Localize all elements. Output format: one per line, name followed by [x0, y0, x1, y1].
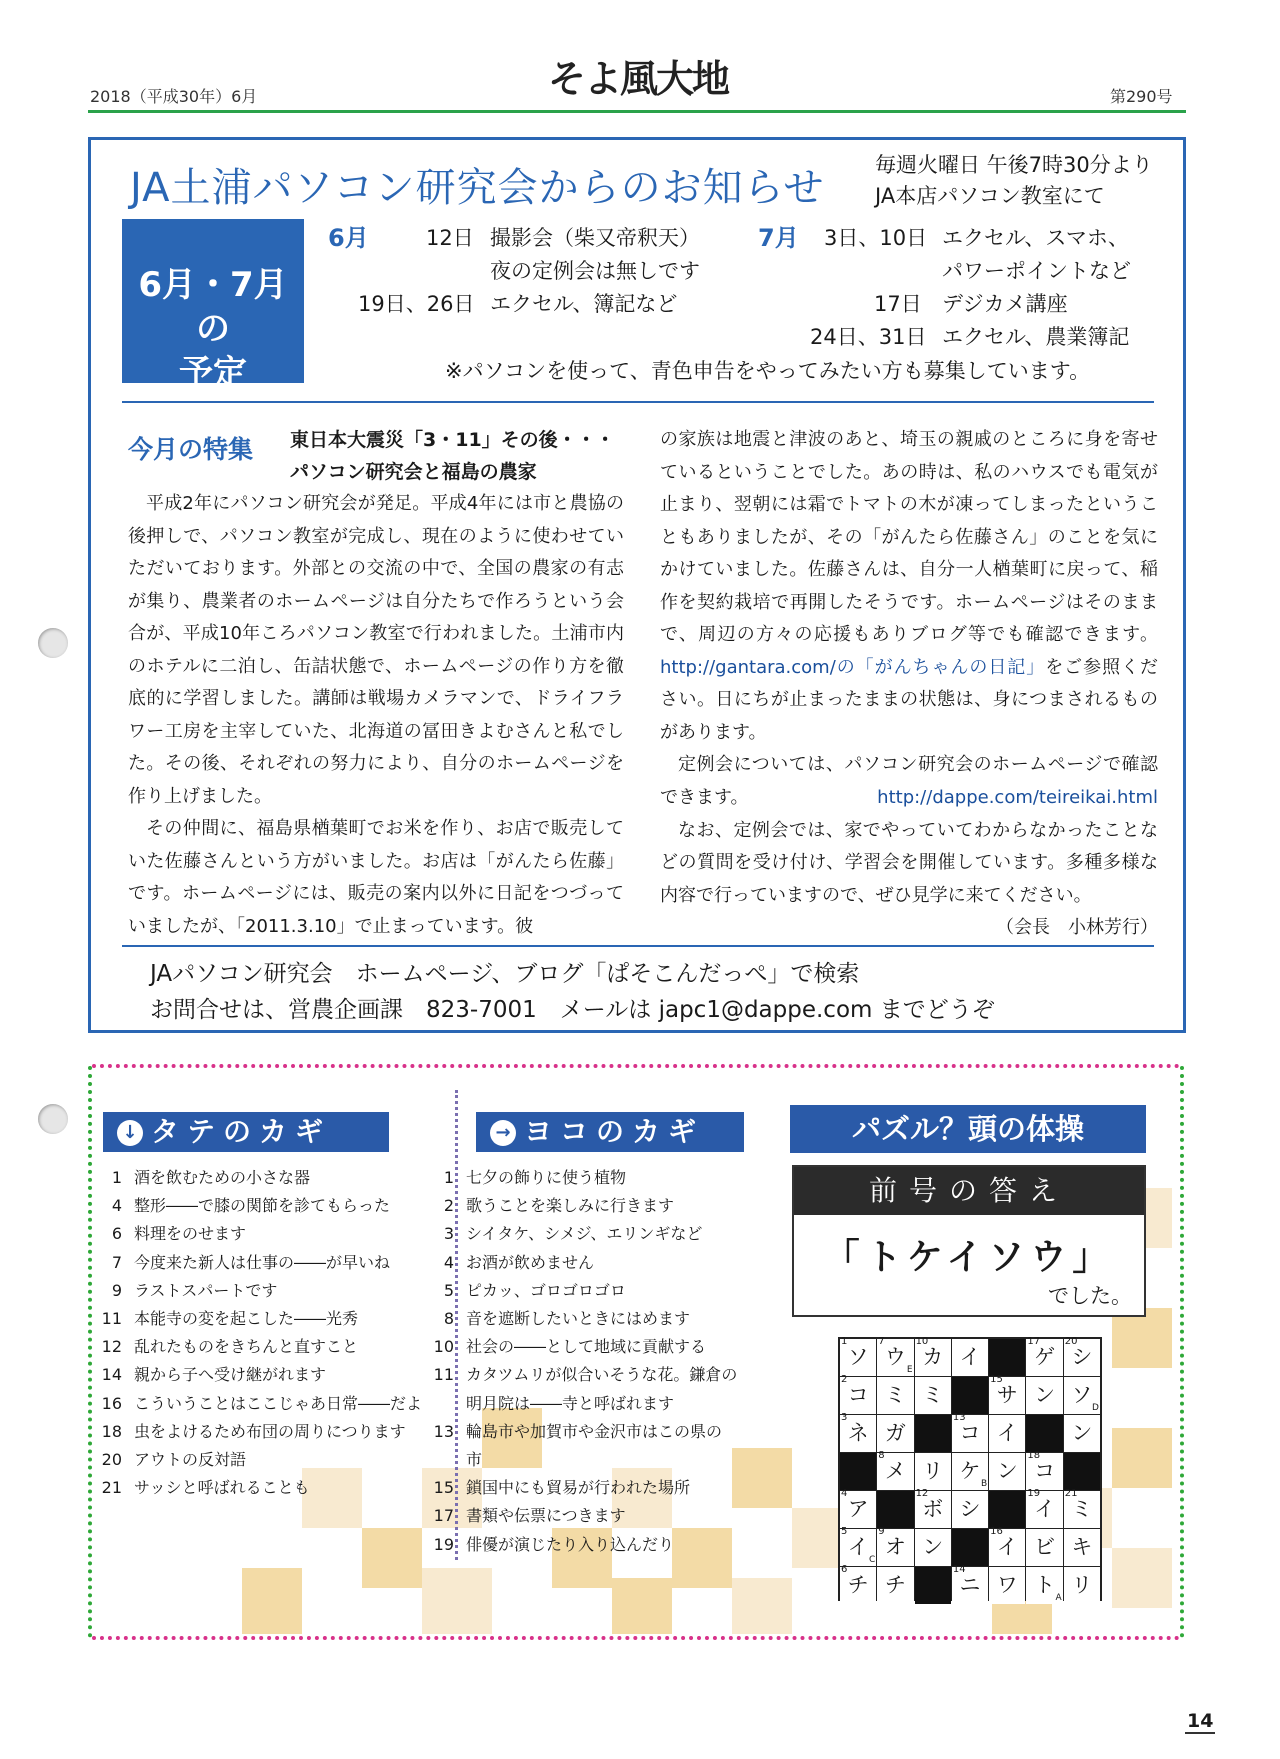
contact-line: お問合せは、営農企画課 823-7001 メールは japc1@dappe.com までどうぞ [150, 997, 995, 1023]
cell-char: コ [847, 1383, 869, 1407]
clue-item [92, 1474, 422, 1502]
article-text: をご参照ください。日にちが止まったままの状態は、身につまされるものがあります。 [660, 656, 1158, 743]
cell-char: イ [996, 1535, 1018, 1559]
grid-cell-black [915, 1567, 951, 1604]
grid-cell [989, 1415, 1025, 1452]
cell-char: ガ [884, 1421, 906, 1445]
cell-char: ン [922, 1535, 944, 1559]
clue-number: 10 [433, 1337, 454, 1357]
cell-char: シ [1071, 1345, 1093, 1369]
clue-item [424, 1418, 737, 1446]
clue-number: 20 [101, 1450, 122, 1470]
schedule-date: 17日 [874, 292, 922, 316]
cell-char: オ [884, 1535, 906, 1559]
grid-cell-black [915, 1415, 951, 1452]
yoko-heading [476, 1112, 744, 1152]
cell-char: ソ [847, 1345, 869, 1369]
feature-subtitle-line: パソコン研究会と福島の農家 [290, 461, 537, 483]
clue-text: お酒が飲めません [466, 1252, 595, 1272]
clue-item [424, 1164, 737, 1192]
cell-char: ソ [1071, 1383, 1093, 1407]
grid-cell [1026, 1450, 1062, 1490]
section-divider [122, 401, 1154, 403]
clue-text: 乱れたものをきちんと直すこと [134, 1337, 359, 1357]
grid-cell [840, 1488, 876, 1528]
clue-text: 虫をよけるため布団の周りにつります [134, 1421, 406, 1441]
cell-char: メ [884, 1459, 906, 1483]
clue-text: アウトの反対語 [134, 1450, 247, 1470]
cell-number: 8 [878, 1450, 885, 1461]
punch-hole [38, 628, 68, 658]
tate-clue-list [92, 1164, 422, 1502]
clue-text: ピカッ、ゴロゴロゴロ [466, 1280, 626, 1300]
grid-cell [1064, 1488, 1100, 1528]
cell-letter-marker: D [1092, 1403, 1099, 1413]
cell-char: ワ [996, 1573, 1018, 1597]
feature-subtitle [290, 424, 615, 488]
grid-cell [840, 1374, 876, 1414]
cell-char: イ [847, 1535, 869, 1559]
cell-char: ミ [922, 1383, 944, 1407]
june-label: 6月 [328, 224, 369, 252]
clue-number: 1 [443, 1168, 454, 1187]
july-label: 7月 [758, 224, 799, 252]
schedule-date: 12日 [426, 226, 474, 250]
clue-number: 6 [111, 1224, 122, 1244]
clue-text: 輪島市や加賀市や金沢市はこの県の [466, 1421, 723, 1441]
clue-text: サッシと呼ばれることも [134, 1478, 310, 1498]
grid-cell [989, 1567, 1025, 1604]
clue-item [424, 1361, 737, 1389]
cell-letter-marker: B [980, 1479, 988, 1489]
grid-cell [952, 1564, 988, 1604]
article-paragraph: その仲間に、福島県楢葉町でお米を作り、お店で販売していた佐藤さんという方がいました。お店は「がんたら佐藤」です。ホームページには、販売の案内以外に日記をつづっていましたが、「2011.3.10」で止まっています。彼 [128, 818, 624, 937]
cell-number: 16 [990, 1526, 1003, 1537]
clue-item [424, 1531, 737, 1559]
cell-char: ア [847, 1497, 869, 1521]
article-text: の家族は地震と津波のあと、埼玉の親戚のところに身を寄せているということでした。あの時は、私のハウスでも電気が止まり、翌朝には霜でトマトの木が凍ってしまったということもありましたが、その「がんたら佐藤さん」のことを気にかけていました。佐藤さんは、自分一人楢葉町に戻って、稲作を契約栽培で再開したそうです。ホームページはそのままで、周辺の方々の応援もありブログ等でも確認できます。 [660, 429, 1158, 645]
cell-number: 17 [1027, 1336, 1041, 1347]
clue-item [424, 1220, 737, 1248]
grid-cell [877, 1377, 913, 1414]
clue-text: 親から子へ受け継がれます [134, 1365, 327, 1385]
cell-number: 5 [841, 1526, 848, 1537]
cell-number: 15 [990, 1374, 1003, 1385]
clue-item [92, 1333, 422, 1361]
grid-cell [1026, 1567, 1062, 1604]
cell-number: 1 [841, 1336, 848, 1347]
clue-number: 9 [111, 1280, 122, 1300]
schedule-item: パワーポイントなど [942, 259, 1131, 283]
schedule-date: 3日、10日 [824, 226, 928, 250]
cell-char: イ [996, 1421, 1018, 1445]
meeting-info [875, 150, 1153, 212]
clue-text: 本能寺の変を起こした――光秀 [134, 1309, 359, 1329]
grid-cell-black [877, 1491, 913, 1528]
cell-char: チ [884, 1573, 906, 1597]
clue-item [424, 1249, 737, 1277]
cell-char: ボ [922, 1497, 944, 1521]
cell-char: ト [1034, 1573, 1056, 1597]
cell-char: リ [922, 1459, 944, 1483]
previous-answer-label: 前号の答え [794, 1167, 1144, 1215]
schedule-badge-line: 予定 [179, 353, 247, 393]
clue-item [424, 1446, 737, 1474]
issue-number: 第290号 [1110, 87, 1173, 106]
grid-cell [877, 1567, 913, 1604]
notice-title: JA土浦パソコン研究会からのお知らせ [130, 165, 825, 211]
cell-char: チ [847, 1573, 869, 1597]
cell-char: ン [1071, 1421, 1093, 1445]
clue-item [424, 1474, 737, 1502]
cell-number: 7 [878, 1336, 885, 1347]
puzzle-border-bottom [92, 1636, 1180, 1640]
header-divider [88, 110, 1186, 113]
clue-text: こういうことはここじゃあ日常――だよ [134, 1393, 423, 1413]
clue-number: 13 [433, 1421, 454, 1441]
meeting-info-line: JA本店パソコン教室にて [875, 184, 1105, 208]
clue-item [424, 1390, 737, 1418]
grid-cell [989, 1526, 1025, 1566]
clue-text: 鎖国中にも貿易が行われた場所 [466, 1478, 691, 1498]
clue-text: 明月院は――寺と呼ばれます [466, 1393, 675, 1413]
clue-text: 七夕の飾りに使う植物 [466, 1168, 627, 1187]
clue-item [424, 1502, 737, 1530]
puzzle-heading: パズル？頭の体操 [790, 1105, 1146, 1153]
cell-char: ケ [959, 1459, 981, 1483]
cell-char: ン [996, 1459, 1018, 1483]
grid-cell-black [952, 1529, 988, 1566]
grid-cell [1026, 1377, 1062, 1414]
grid-cell [1064, 1529, 1100, 1566]
grid-cell [989, 1374, 1025, 1414]
grid-cell-black [989, 1339, 1025, 1376]
grid-cell [1064, 1336, 1100, 1376]
grid-cell [877, 1415, 913, 1452]
cell-char: ゲ [1034, 1345, 1056, 1369]
cell-number: 21 [1064, 1488, 1078, 1499]
grid-cell [1064, 1377, 1100, 1414]
clue-number: 12 [101, 1337, 122, 1357]
cell-number: 13 [952, 1412, 966, 1423]
clue-item [92, 1249, 422, 1277]
grid-cell-black [1026, 1415, 1062, 1452]
arrow-right-icon: → [490, 1120, 516, 1146]
clue-text: 市 [466, 1450, 483, 1470]
grid-cell-black [1064, 1453, 1100, 1490]
cell-number: 19 [1027, 1488, 1041, 1499]
grid-cell [1026, 1529, 1062, 1566]
contact-line: JAパソコン研究会 ホームページ、ブログ「ぱそこんだっぺ」で検索 [150, 961, 860, 987]
clue-text: 整形――で膝の関節を診てもらった [134, 1196, 391, 1216]
cell-char: ン [1034, 1383, 1056, 1407]
clue-item [424, 1277, 737, 1305]
cell-char: リ [1071, 1573, 1093, 1597]
feature-label: 今月の特集 [128, 435, 254, 464]
tate-heading [103, 1112, 389, 1152]
grid-cell [840, 1564, 876, 1604]
clue-number: 5 [443, 1280, 454, 1300]
grid-cell [1026, 1336, 1062, 1376]
cell-char: コ [1034, 1459, 1056, 1483]
cell-number: 14 [952, 1564, 966, 1575]
schedule-item: 撮影会（柴又帝釈天） [490, 226, 700, 250]
grid-cell [915, 1336, 951, 1376]
clue-number: 14 [101, 1365, 122, 1385]
clue-number: 18 [101, 1421, 122, 1441]
clue-text: シイタケ、シメジ、エリンギなど [466, 1224, 703, 1244]
clue-text: 今度来た新人は仕事の――が早いね [134, 1252, 391, 1272]
feature-subtitle-line: 東日本大震災「3・11」その後・・・ [290, 429, 615, 451]
previous-answer-suffix: でした。 [1048, 1284, 1132, 1308]
recruit-note: ※パソコンを使って、青色申告をやってみたい方も募集しています。 [445, 359, 1091, 383]
cell-char: ネ [847, 1421, 869, 1445]
clue-item [92, 1390, 422, 1418]
clue-number: 11 [433, 1365, 454, 1385]
article-column-right [660, 424, 1158, 945]
page-number: 14 [1187, 1710, 1214, 1732]
article-column-left [128, 488, 624, 943]
cell-number: 3 [841, 1412, 848, 1423]
grid-cell [840, 1526, 876, 1566]
previous-answer-word: 「トケイソウ」 [823, 1237, 1115, 1278]
clue-text: 歌うことを楽しみに行きます [466, 1196, 675, 1216]
cell-char: ウ [884, 1345, 906, 1369]
clue-text: 酒を飲むための小さな器 [134, 1168, 311, 1187]
clue-item [424, 1305, 737, 1333]
clue-item [92, 1220, 422, 1248]
grid-cell [952, 1453, 988, 1490]
clue-number: 19 [433, 1534, 454, 1554]
grid-cell [1064, 1567, 1100, 1604]
clue-item [92, 1192, 422, 1220]
gantara-link[interactable]: http://gantara.com/の「がんちゃんの日記」 [660, 656, 1046, 678]
grid-cell [952, 1491, 988, 1528]
schedule-badge [122, 219, 304, 393]
schedule-item: エクセル、スマホ、 [942, 226, 1129, 250]
clue-number: 17 [433, 1506, 454, 1526]
puzzle-border-right [1180, 1066, 1184, 1638]
punch-hole [38, 1104, 68, 1134]
cell-char: ニ [959, 1573, 981, 1597]
clue-item [92, 1305, 422, 1333]
meeting-info-line: 毎週火曜日 午後7時30分より [875, 153, 1153, 177]
grid-cell [952, 1412, 988, 1452]
schedule-item: デジカメ講座 [942, 292, 1068, 316]
grid-cell-black [840, 1453, 876, 1490]
clue-item [92, 1418, 422, 1446]
cell-number: 12 [915, 1488, 929, 1499]
yoko-heading-text: ヨコのカギ [524, 1115, 705, 1148]
clue-number: 4 [111, 1196, 122, 1216]
clue-item [424, 1192, 737, 1220]
grid-cell [877, 1526, 913, 1566]
cell-number: 2 [841, 1374, 848, 1385]
cell-letter-marker: E [906, 1365, 913, 1375]
cell-char: ビ [1034, 1535, 1056, 1559]
clue-number: 4 [443, 1252, 454, 1272]
article-paragraph: 平成2年にパソコン研究会が発足。平成4年には市と農協の後押しで、パソコン教室が完成し、現在のように使わせていただいております。外部との交流の中で、全国の農家の有志が集り、農業者のホームページは自分たちで作ろうという会合が、平成10年ころパソコン教室で行われました。土浦市内のホテルに二泊し、缶詰状態で、ホームページの作り方を徹底的に学習しました。講師は戦場カメラマンで、ドライフラワー工房を主宰していた、北海道の冨田きよむさんと私でした。その後、それぞれの努力により、自分のホームページを作り上げました。 [128, 493, 624, 807]
previous-answer-box [792, 1165, 1146, 1317]
clue-number: 2 [443, 1196, 454, 1216]
cell-char: コ [959, 1421, 981, 1445]
clue-number: 8 [443, 1309, 454, 1329]
grid-cell [952, 1339, 988, 1376]
grid-cell [915, 1529, 951, 1566]
clue-item [92, 1277, 422, 1305]
article-paragraph: 定例会については、パソコン研究会のホームページで確認できます。 [660, 754, 1158, 808]
article-paragraph: なお、定例会では、家でやっていてわからなかったことなどの質問を受け付け、学習会を開催しています。多種多様な内容で行っていますので、ぜひ見学に来てください。 [660, 819, 1158, 906]
schedule-badge-line: 6月・7月の [138, 265, 288, 349]
schedule-item: エクセル、農業簿記 [942, 325, 1130, 349]
cell-char: シ [959, 1497, 981, 1521]
arrow-down-icon: ↓ [117, 1120, 143, 1146]
schedule-date: 19日、26日 [358, 292, 475, 316]
clue-text: 俳優が演じたり入り込んだり [466, 1534, 675, 1554]
clue-text: 書類や伝票につきます [466, 1506, 626, 1526]
clue-item [92, 1446, 422, 1474]
clue-number: 15 [433, 1478, 454, 1498]
clue-number: 7 [111, 1252, 122, 1272]
grid-cell [1064, 1415, 1100, 1452]
schedule-item: 夜の定例会は無しです [490, 259, 700, 283]
grid-cell [915, 1488, 951, 1528]
dappe-link[interactable]: http://dappe.com/teireikai.html [877, 787, 1158, 808]
clue-item [424, 1333, 737, 1361]
grid-cell [1026, 1488, 1062, 1528]
author-signature: （会長 小林芳行） [996, 917, 1158, 938]
yoko-clue-list [424, 1164, 737, 1559]
cell-char: イ [959, 1345, 981, 1369]
cell-char: サ [996, 1383, 1018, 1407]
cell-char: ミ [1071, 1497, 1093, 1521]
grid-cell [840, 1336, 876, 1376]
cell-number: 6 [841, 1564, 848, 1575]
clue-number: 16 [101, 1393, 122, 1413]
grid-cell [989, 1453, 1025, 1490]
grid-cell-black [989, 1491, 1025, 1528]
cell-char: ミ [884, 1383, 906, 1407]
cell-number: 10 [915, 1336, 929, 1347]
cell-number: 9 [878, 1526, 885, 1537]
cell-char: カ [922, 1345, 944, 1369]
clue-number: 21 [101, 1478, 122, 1498]
clue-text: 社会の――として地域に貢献する [466, 1337, 707, 1357]
contact-footer [150, 956, 995, 1028]
cell-char: イ [1034, 1497, 1056, 1521]
clue-text: 音を遮断したいときにはめます [466, 1309, 691, 1329]
clue-number: 1 [111, 1168, 122, 1187]
grid-cell [840, 1412, 876, 1452]
clue-text: ラストスパートです [134, 1280, 278, 1300]
clue-text: 料理をのせます [134, 1224, 247, 1244]
grid-cell [877, 1450, 913, 1490]
grid-cell-black [952, 1377, 988, 1414]
cell-letter-marker: C [868, 1555, 876, 1565]
article-paragraph [660, 424, 1158, 749]
schedule-date: 24日、31日 [810, 325, 927, 349]
cell-number: 20 [1064, 1336, 1078, 1347]
schedule-item: エクセル、簿記など [490, 292, 678, 316]
clue-item [92, 1164, 422, 1192]
tate-heading-text: タテのカギ [151, 1115, 332, 1148]
grid-cell [915, 1377, 951, 1414]
issue-date: 2018（平成30年）6月 [90, 87, 258, 106]
clue-text: カタツムリが似合いそうな花。鎌倉の [466, 1365, 738, 1385]
publication-logo: そよ風大地 [548, 57, 729, 101]
clue-number: 11 [101, 1309, 122, 1329]
grid-cell [915, 1453, 951, 1490]
clue-number: 3 [443, 1224, 454, 1244]
clue-item [92, 1361, 422, 1389]
crossword-grid [838, 1337, 1102, 1601]
cell-number: 4 [841, 1488, 848, 1499]
footer-divider [122, 945, 1154, 947]
cell-char: キ [1071, 1535, 1093, 1559]
grid-cell [877, 1336, 913, 1376]
cell-number: 18 [1027, 1450, 1041, 1461]
cell-letter-marker: A [1055, 1593, 1062, 1603]
